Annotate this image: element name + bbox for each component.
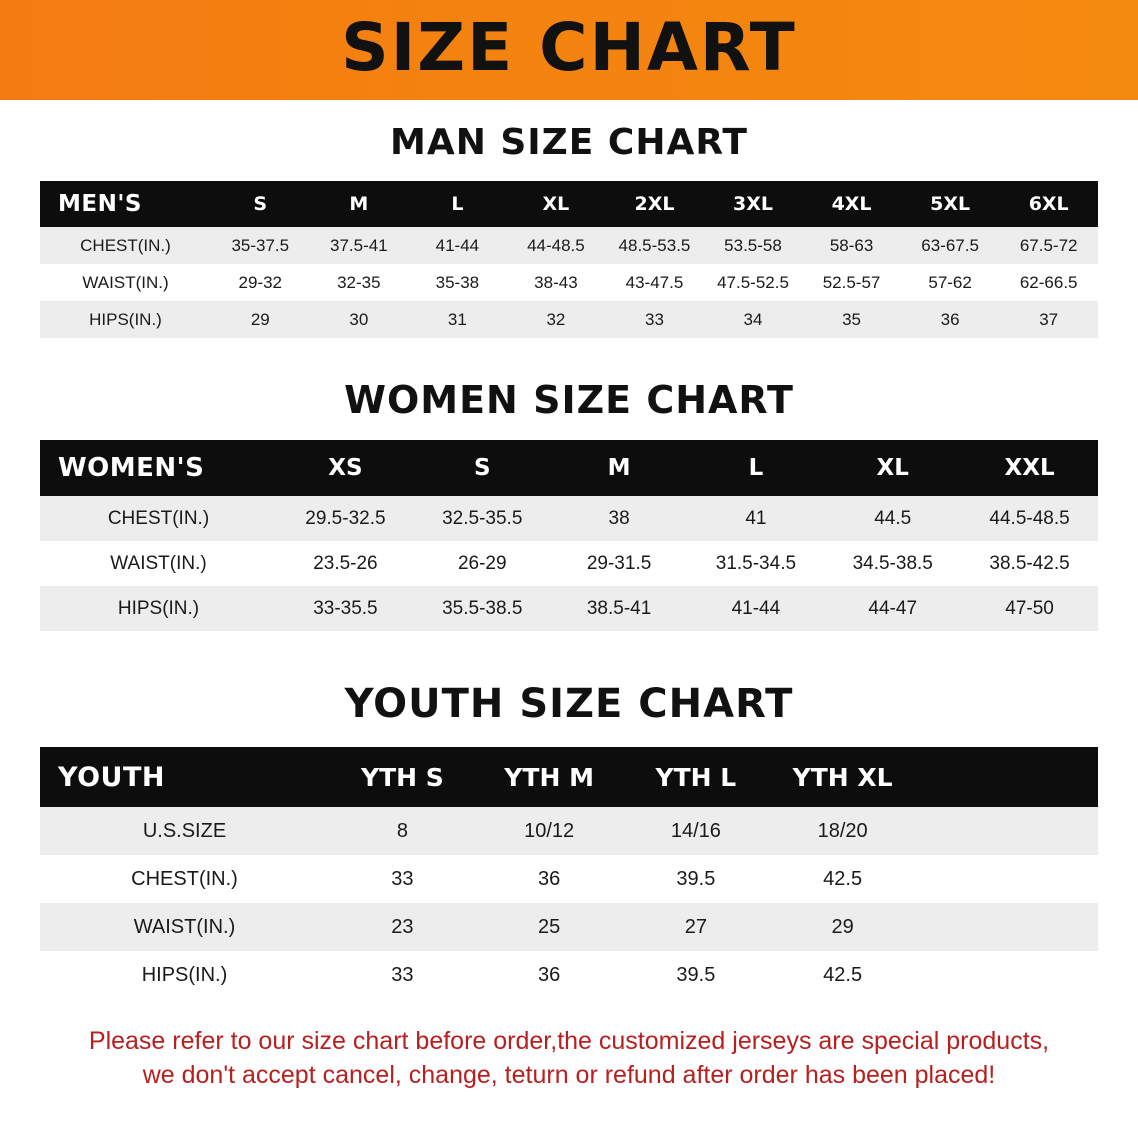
- women-cell-2-1: 35.5-38.5: [414, 586, 551, 631]
- women-cell-1-5: 38.5-42.5: [961, 541, 1098, 586]
- youth-cell-1-2: 39.5: [623, 855, 770, 903]
- women-table-head: [40, 440, 1098, 496]
- men-col-5: 3XL: [704, 181, 803, 227]
- youth-cell-1-1: 36: [476, 855, 623, 903]
- women-table-body: [40, 496, 1098, 631]
- men-cell-1-2: 35-38: [408, 264, 507, 301]
- youth-table-wrapper: [0, 747, 1138, 999]
- men-cell-1-5: 47.5-52.5: [704, 264, 803, 301]
- youth-table-body: [40, 807, 1098, 999]
- youth-col-3: YTH XL: [769, 747, 916, 807]
- youth-cell-3-0: 33: [329, 951, 476, 999]
- men-cell-2-3: 32: [507, 301, 606, 338]
- men-row-2-label: HIPS(IN.): [40, 301, 211, 338]
- table-row: [40, 496, 1098, 541]
- men-col-4: 2XL: [605, 181, 704, 227]
- men-col-1: M: [310, 181, 409, 227]
- men-corner-label: MEN'S: [40, 181, 211, 227]
- youth-col-1: YTH M: [476, 747, 623, 807]
- men-cell-0-0: 35-37.5: [211, 227, 310, 264]
- men-cell-1-0: 29-32: [211, 264, 310, 301]
- youth-section-title: YOUTH SIZE CHART: [344, 681, 794, 727]
- women-table-wrapper: [0, 440, 1138, 631]
- women-cell-1-4: 34.5-38.5: [824, 541, 961, 586]
- men-cell-1-1: 32-35: [310, 264, 409, 301]
- women-row-0-label: CHEST(IN.): [40, 496, 277, 541]
- men-cell-1-4: 43-47.5: [605, 264, 704, 301]
- men-cell-2-4: 33: [605, 301, 704, 338]
- women-cell-1-3: 31.5-34.5: [687, 541, 824, 586]
- men-cell-2-7: 36: [901, 301, 1000, 338]
- men-cell-0-2: 41-44: [408, 227, 507, 264]
- men-cell-0-7: 63-67.5: [901, 227, 1000, 264]
- men-row-0-label: CHEST(IN.): [40, 227, 211, 264]
- table-row: [40, 227, 1098, 264]
- men-cell-1-3: 38-43: [507, 264, 606, 301]
- women-cell-0-2: 38: [551, 496, 688, 541]
- men-row-1-label: WAIST(IN.): [40, 264, 211, 301]
- women-col-4: XL: [824, 440, 961, 496]
- men-cell-2-2: 31: [408, 301, 507, 338]
- youth-col-0: YTH S: [329, 747, 476, 807]
- men-cell-0-4: 48.5-53.5: [605, 227, 704, 264]
- women-size-table: [40, 440, 1098, 631]
- men-cell-2-0: 29: [211, 301, 310, 338]
- table-row: [40, 264, 1098, 301]
- youth-corner-label: YOUTH: [40, 747, 329, 807]
- youth-cell-3-2: 39.5: [623, 951, 770, 999]
- table-row: [40, 541, 1098, 586]
- youth-cell-1-3: 42.5: [769, 855, 916, 903]
- men-col-7: 5XL: [901, 181, 1000, 227]
- men-cell-0-5: 53.5-58: [704, 227, 803, 264]
- men-table-head: [40, 181, 1098, 227]
- women-cell-1-0: 23.5-26: [277, 541, 414, 586]
- table-row: [40, 301, 1098, 338]
- men-cell-2-6: 35: [802, 301, 901, 338]
- men-cell-1-7: 57-62: [901, 264, 1000, 301]
- women-col-1: S: [414, 440, 551, 496]
- youth-row-3-label: HIPS(IN.): [40, 951, 329, 999]
- men-cell-0-6: 58-63: [802, 227, 901, 264]
- women-cell-0-1: 32.5-35.5: [414, 496, 551, 541]
- women-corner-label: WOMEN'S: [40, 440, 277, 496]
- women-cell-0-0: 29.5-32.5: [277, 496, 414, 541]
- women-cell-1-1: 26-29: [414, 541, 551, 586]
- women-cell-0-4: 44.5: [824, 496, 961, 541]
- youth-cell-1-spacer: [916, 855, 1098, 903]
- men-col-6: 4XL: [802, 181, 901, 227]
- youth-cell-3-1: 36: [476, 951, 623, 999]
- youth-col-spacer: [916, 747, 1098, 807]
- table-row: [40, 807, 1098, 855]
- women-header-row: [40, 440, 1098, 496]
- youth-cell-0-0: 8: [329, 807, 476, 855]
- women-cell-1-2: 29-31.5: [551, 541, 688, 586]
- women-cell-2-2: 38.5-41: [551, 586, 688, 631]
- table-row: [40, 855, 1098, 903]
- men-col-2: L: [408, 181, 507, 227]
- men-col-8: 6XL: [999, 181, 1098, 227]
- women-cell-2-5: 47-50: [961, 586, 1098, 631]
- women-cell-2-4: 44-47: [824, 586, 961, 631]
- men-table-body: [40, 227, 1098, 338]
- youth-cell-2-2: 27: [623, 903, 770, 951]
- banner: [0, 0, 1138, 100]
- youth-table-head: [40, 747, 1098, 807]
- policy-note: [36, 1025, 1102, 1093]
- women-section-title: WOMEN SIZE CHART: [344, 378, 794, 422]
- youth-cell-0-spacer: [916, 807, 1098, 855]
- women-col-0: XS: [277, 440, 414, 496]
- youth-cell-0-3: 18/20: [769, 807, 916, 855]
- youth-cell-3-spacer: [916, 951, 1098, 999]
- youth-header-row: [40, 747, 1098, 807]
- women-col-2: M: [551, 440, 688, 496]
- youth-cell-2-0: 23: [329, 903, 476, 951]
- youth-cell-0-2: 14/16: [623, 807, 770, 855]
- women-cell-0-3: 41: [687, 496, 824, 541]
- youth-cell-2-3: 29: [769, 903, 916, 951]
- men-cell-1-8: 62-66.5: [999, 264, 1098, 301]
- women-cell-2-3: 41-44: [687, 586, 824, 631]
- women-row-1-label: WAIST(IN.): [40, 541, 277, 586]
- men-cell-2-1: 30: [310, 301, 409, 338]
- youth-row-2-label: WAIST(IN.): [40, 903, 329, 951]
- youth-row-1-label: CHEST(IN.): [40, 855, 329, 903]
- youth-cell-0-1: 10/12: [476, 807, 623, 855]
- youth-cell-2-1: 25: [476, 903, 623, 951]
- youth-cell-2-spacer: [916, 903, 1098, 951]
- youth-cell-1-0: 33: [329, 855, 476, 903]
- women-cell-0-5: 44.5-48.5: [961, 496, 1098, 541]
- men-col-3: XL: [507, 181, 606, 227]
- youth-size-table: [40, 747, 1098, 999]
- man-table-wrapper: [0, 181, 1138, 338]
- table-row: [40, 586, 1098, 631]
- table-row: [40, 903, 1098, 951]
- youth-col-2: YTH L: [623, 747, 770, 807]
- policy-note-line-2: we don't accept cancel, change, teturn or refund after order has been placed!: [142, 1060, 996, 1089]
- men-cell-0-3: 44-48.5: [507, 227, 606, 264]
- women-row-2-label: HIPS(IN.): [40, 586, 277, 631]
- women-col-3: L: [687, 440, 824, 496]
- men-cell-0-8: 67.5-72: [999, 227, 1098, 264]
- men-header-row: [40, 181, 1098, 227]
- youth-cell-3-3: 42.5: [769, 951, 916, 999]
- banner-title: SIZE CHART: [341, 9, 797, 86]
- men-cell-2-5: 34: [704, 301, 803, 338]
- men-cell-2-8: 37: [999, 301, 1098, 338]
- women-cell-2-0: 33-35.5: [277, 586, 414, 631]
- youth-row-0-label: U.S.SIZE: [40, 807, 329, 855]
- men-size-table: [40, 181, 1098, 338]
- man-section-title: MAN SIZE CHART: [390, 122, 748, 163]
- men-cell-1-6: 52.5-57: [802, 264, 901, 301]
- women-col-5: XXL: [961, 440, 1098, 496]
- men-cell-0-1: 37.5-41: [310, 227, 409, 264]
- policy-note-line-1: Please refer to our size chart before order,the customized jerseys are special products,: [88, 1027, 1050, 1055]
- men-col-0: S: [211, 181, 310, 227]
- table-row: [40, 951, 1098, 999]
